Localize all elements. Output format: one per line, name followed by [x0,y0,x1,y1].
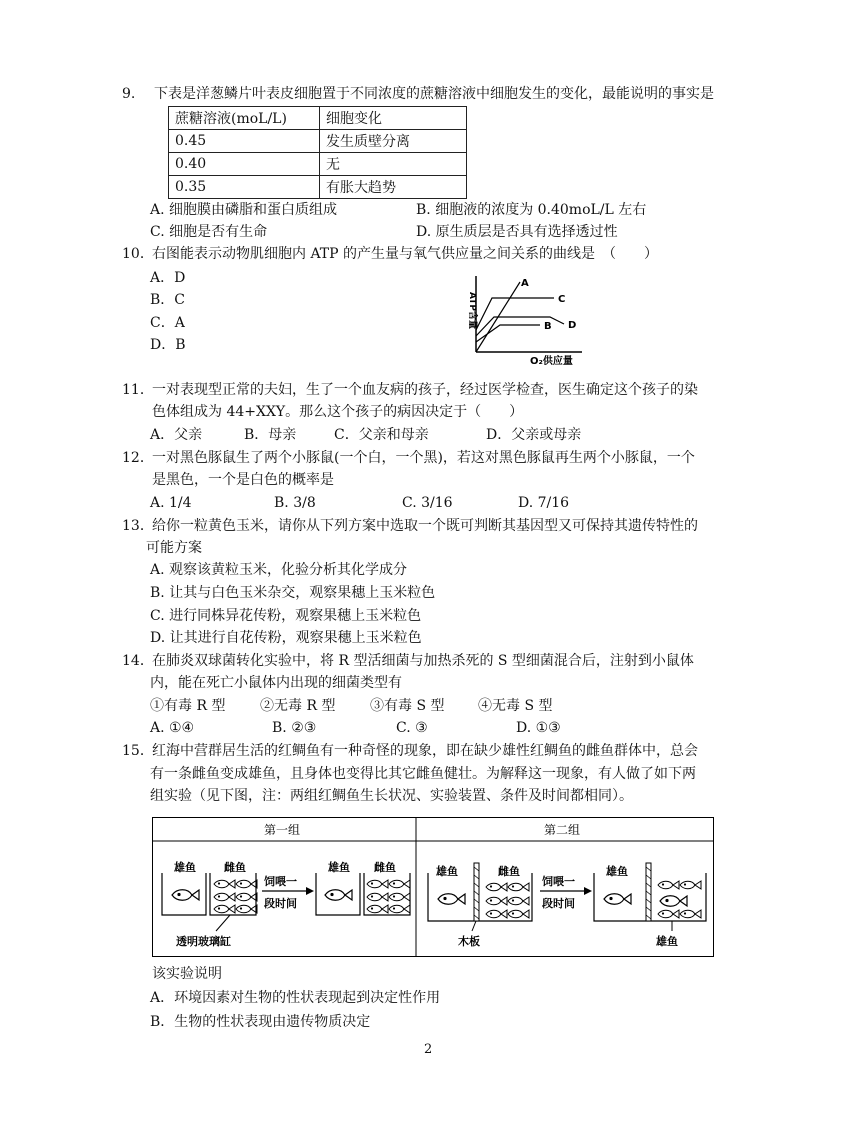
q10-number: 10． [122,246,154,262]
q11-line2: 色体组成为 44+XXY。那么这个孩子的病因决定于（ ） [152,404,524,420]
g1-female-fish [214,893,235,901]
g2-male-label: 雄鱼 [436,865,458,878]
board-pointer [472,921,476,931]
g1-after-female-fish [389,893,410,901]
q13-line1: 给你一粒黄色玉米，请你从下列方案中选取一个既可判断其基因型又可保持其遗传特性的 [152,518,698,534]
curve-a-label: A [521,278,529,289]
q10-option-b: B．C [150,292,185,308]
group1-title: 第一组 [264,823,301,837]
board-label: 木板 [458,935,480,948]
y-axis-label: ATP含量 [467,292,477,330]
q9-option-a: A. 细胞膜由磷脂和蛋白质组成 [150,202,338,218]
q13-option-d: D. 让其进行自花传粉，观察果穗上玉米粒色 [150,630,422,646]
q11-option-c: C．父亲和母亲 [334,427,429,443]
g2-male-fish [438,894,465,905]
g2-female-fish [508,883,529,891]
q11-option-a: A．父亲 [150,427,203,443]
g2-after-female-fish [680,910,701,918]
q10-option-c: C．A [150,315,185,331]
q13-number: 13． [122,518,154,534]
tank-label: 透明玻璃缸 [176,935,231,948]
q10-option-d: D．B [150,337,186,353]
q11-line1: 一对表现型正常的夫妇，生了一个血友病的孩子，经过医学检查，医生确定这个孩子的染 [152,382,698,398]
g1-after-female-label: 雌鱼 [374,861,396,874]
table-row [169,153,467,176]
g2-arrow-head [584,887,592,895]
curve-d-label: D [568,320,577,331]
sucrose-table [168,106,467,199]
q13-option-a: A. 观察该黄粒玉米，化验分析其化学成分 [150,562,408,578]
g2-after-female-fish [658,910,679,918]
q15-conclusion: 该实验说明 [152,966,222,982]
q12-option-c: C. 3/16 [402,495,453,511]
table-header-cell: 细胞变化 [320,107,467,130]
atp-oxygen-graph [458,270,588,366]
q12-line2: 是黑色，一个是白色的概率是 [152,472,334,488]
q12-option-d: D. 7/16 [518,495,570,511]
g1-after-female-fish [367,905,388,913]
q12-option-b: B. 3/8 [274,495,316,511]
q14-option-a: A. ①④ [150,720,195,736]
q9-stem: 下表是洋葱鳞片叶表皮细胞置于不同浓度的蔗糖溶液中细胞发生的变化，最能说明的事实是 [154,86,714,102]
g2-new-male-fish [660,896,687,907]
q9-option-b: B. 细胞液的浓度为 0.40moL/L 左右 [416,202,647,218]
q14-line2: 内，能在死亡小鼠体内出现的细菌类型有 [150,675,402,691]
x-axis-label: O₂供应量 [530,356,573,366]
g1-after-female-fish [367,893,388,901]
q13-line2: 可能方案 [146,540,202,556]
g1-female-fish [236,880,257,888]
g2-after-female-fish [680,881,701,889]
g1-after-female-fish [389,905,410,913]
g2-female-fish [508,897,529,905]
q14-item-1: ①有毒 R 型 [150,698,226,714]
q10-stem: 右图能表示动物肌细胞内 ATP 的产生量与氧气供应量之间关系的曲线是 （ ） [152,246,659,262]
q12-option-a: A. 1/4 [150,495,192,511]
g2-after-male-label: 雄鱼 [606,865,628,878]
q14-number: 14． [122,653,154,669]
table-cell: 无 [320,153,467,176]
q14-option-d: D. ①③ [516,720,561,736]
q13-option-b: B. 让其与白色玉米杂交，观察果穗上玉米粒色 [150,585,436,601]
g2-female-fish [486,910,507,918]
q11-number: 11． [122,382,154,398]
table-row [169,130,467,153]
g2-feed-text-1: 饲喂一 [542,875,575,888]
q14-item-4: ④无毒 S 型 [478,698,553,714]
q11-option-b: B．母亲 [244,427,297,443]
g1-male-label: 雄鱼 [174,861,196,874]
figure-frame [153,818,714,957]
g2-female-fish [486,883,507,891]
q15-line3: 组实验（见下图，注：两组红鲷鱼生长状况、实验装置、条件及时间都相同）。 [150,788,633,804]
g1-after-male-label: 雄鱼 [328,861,350,874]
q9-option-c: C. 细胞是否有生命 [150,224,268,240]
g1-arrow-head [306,887,314,895]
q15-line2: 有一条雌鱼变成雄鱼，且身体也变得比其它雌鱼健壮。为解释这一现象，有人做了如下两 [150,766,696,782]
q14-option-c: C. ③ [396,720,428,736]
table-header-row [169,107,467,130]
table-cell: 0.35 [169,176,320,199]
q9-option-d: D. 原生质层是否具有选择透过性 [416,224,618,240]
g2-feed-text-2: 段时间 [542,897,575,910]
table-cell: 有胀大趋势 [320,176,467,199]
g1-after-female-fish [367,880,388,888]
q10-option-a: A．D [150,270,186,286]
g1-female-label: 雌鱼 [224,861,246,874]
g1-female-fish [214,880,235,888]
q12-number: 12． [122,450,154,466]
curve-b-label: B [544,321,552,332]
q11-option-d: D．父亲或母亲 [486,427,582,443]
g1-female-fish [214,905,235,913]
q15-number: 15． [122,743,154,759]
g1-male-fish [172,890,199,901]
table-header-cell: 蔗糖溶液(moL/L) [169,107,320,130]
group2-title: 第二组 [544,823,581,837]
q13-option-c: C. 进行同株异花传粉，观察果穗上玉米粒色 [150,608,422,624]
g1-feed-text-1: 饲喂一 [264,875,297,888]
g1-after-female-fish [389,880,410,888]
new-male-label: 雄鱼 [656,935,678,948]
g1-after-male-fish [325,890,352,901]
page-number: 2 [424,1042,433,1057]
q15-option-a: A．环境因素对生物的性状表现起到决定性作用 [150,990,441,1006]
q12-line1: 一对黑色豚鼠生了两个小豚鼠(一个白，一个黑)，若这对黑色豚鼠再生两个小豚鼠，一个 [152,450,695,466]
q14-item-2: ②无毒 R 型 [260,698,336,714]
g1-feed-text-2: 段时间 [264,897,297,910]
tank-pointer [216,915,230,931]
q14-line1: 在肺炎双球菌转化实验中，将 R 型活细菌与加热杀死的 S 型细菌混合后，注射到小鼠体 [152,653,694,669]
g2-female-fish [508,910,529,918]
g1-after-male-tank [316,873,360,915]
g2-female-label: 雌鱼 [498,865,520,878]
g1-female-fish [236,905,257,913]
curve-b [476,325,540,342]
q14-option-b: B. ②③ [272,720,317,736]
q9-number: 9. [122,86,136,102]
g2-female-fish [486,897,507,905]
curve-c-label: C [558,294,566,305]
table-row [169,176,467,199]
g1-female-fish [236,893,257,901]
q15-option-b: B．生物的性状表现由遗传物质决定 [150,1014,371,1030]
fish-experiment-figure [152,817,714,957]
q14-item-3: ③有毒 S 型 [370,698,445,714]
table-cell: 发生质壁分离 [320,130,467,153]
q15-line1: 红海中营群居生活的红鲷鱼有一种奇怪的现象，即在缺少雄性红鲷鱼的雌鱼群体中，总会 [152,743,698,759]
g2-after-female-fish [658,881,679,889]
g2-after-male-fish [604,894,631,905]
table-cell: 0.40 [169,153,320,176]
table-cell: 0.45 [169,130,320,153]
